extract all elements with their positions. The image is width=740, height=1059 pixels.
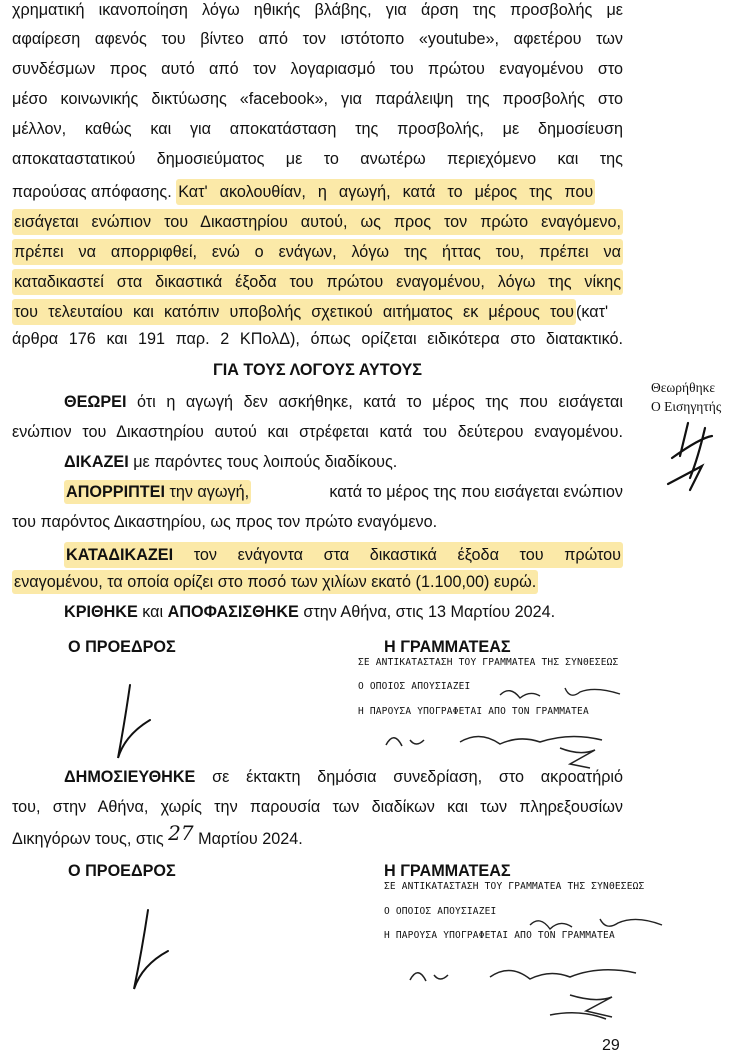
body-line: του παρόντος Δικαστηρίου, ως προς τον πρώτο εναγόμενο. xyxy=(12,513,438,531)
body-text: (κατ' xyxy=(576,303,609,321)
body-line: αφαίρεση αφενός του βίντεο από τον ιστότοπο «youtube», αφετέρου των xyxy=(12,30,623,48)
body-text: Δικηγόρων τους, στις xyxy=(12,830,164,848)
body-line: μέλλον, καθώς και για αποκατάσταση της προσβολής, με δημοσίευση xyxy=(12,120,623,138)
body-line xyxy=(12,209,623,235)
secretary-signature-icon xyxy=(400,885,700,1025)
body-line: συνδέσμων προς αυτό από τον λογαριασμό του πρώτου εναγομένου στο xyxy=(12,60,623,78)
president-label: Ο ΠΡΟΕΔΡΟΣ xyxy=(68,638,176,656)
decision-verb: ΔΙΚΑΖΕΙ xyxy=(64,453,129,471)
body-text: στην Αθήνα, στις 13 Μαρτίου 2024. xyxy=(303,603,556,621)
decision-verb: ΑΠΟΦΑΣΙΣΘΗΚΕ xyxy=(167,603,299,621)
body-line xyxy=(12,269,623,295)
president-signature-icon xyxy=(100,680,160,765)
highlighted-text: την αγωγή, xyxy=(169,483,250,501)
highlighted-text: Κατ' ακολουθίαν, η αγωγή, κατά το μέρος της που xyxy=(176,179,595,205)
stamp-line: Ο ΟΠΟΙΟΣ ΑΠΟΥΣΙΑΖΕΙ xyxy=(358,681,471,692)
decision-verb: ΔΗΜΟΣΙΕΥΘΗΚΕ xyxy=(64,768,196,786)
decision-kritike xyxy=(12,602,675,622)
highlighted-text: του τελευταίου και κατόπιν υποβολής σχετικού αιτήματος εκ μέρους του xyxy=(12,299,576,325)
highlighted-text: πρέπει να απορριφθεί, ενώ ο ενάγων, λόγω της ήττας του, πρέπει να xyxy=(12,239,623,265)
president-label: Ο ΠΡΟΕΔΡΟΣ xyxy=(68,862,176,880)
stamp-line: Η ΠΑΡΟΥΣΑ ΥΠΟΓΡΑΦΕΤΑΙ ΑΠΟ ΤΟΝ ΓΡΑΜΜΑΤΕΑ xyxy=(384,930,615,941)
body-line xyxy=(12,821,623,849)
decision-theorei xyxy=(12,392,623,412)
body-line: αποκαταστατικού δημοσιεύματος με το ανωτέρω περιεχόμενο και της xyxy=(12,150,623,168)
secretary-label: Η ΓΡΑΜΜΑΤΕΑΣ xyxy=(384,638,511,656)
body-line xyxy=(12,239,623,265)
section-heading: ΓΙΑ ΤΟΥΣ ΛΟΓΟΥΣ ΑΥΤΟΥΣ xyxy=(212,361,423,379)
highlighted-text: εισάγεται ενώπιον του Δικαστηρίου αυτού, ως προς τον πρώτο εναγόμενο, xyxy=(12,209,623,235)
handwritten-day: 27 xyxy=(168,821,194,845)
body-line: του, στην Αθήνα, χωρίς την παρουσία των διαδίκων και των πληρεξουσίων xyxy=(12,798,623,816)
decision-verb: ΚΑΤΑΔΙΚΑΖΕΙ xyxy=(66,546,174,564)
highlighted-text: τον ενάγοντα στα δικαστικά έξοδα του πρώτου xyxy=(193,546,622,564)
body-line: ενώπιον του Δικαστηρίου αυτού και στρέφεται κατά του δεύτερου εναγομένου. xyxy=(12,423,623,441)
stamp-line: ΣΕ ΑΝΤΙΚΑΤΑΣΤΑΣΗ ΤΟΥ ΓΡΑΜΜΑΤΕΑ ΤΗΣ ΣΥΝΘΕΣΕΩΣ xyxy=(384,881,645,892)
decision-verb: ΘΕΩΡΕΙ xyxy=(64,393,127,411)
stamp-line: ΣΕ ΑΝΤΙΚΑΤΑΣΤΑΣΗ ΤΟΥ ΓΡΑΜΜΑΤΕΑ ΤΗΣ ΣΥΝΘΕΣΕΩΣ xyxy=(358,657,619,668)
body-line xyxy=(12,179,623,205)
body-text: σε έκτακτη δημόσια συνεδρίαση, στο ακροατήριό xyxy=(212,768,624,786)
body-text: κατά το μέρος της που εισάγεται ενώπιον xyxy=(329,483,623,501)
decision-verb: ΑΠΟΡΡΙΠΤΕΙ xyxy=(66,483,165,501)
decision-verb: ΚΡΙΘΗΚΕ xyxy=(64,603,138,621)
decision-katadikazei xyxy=(12,542,623,568)
body-text: και xyxy=(142,603,164,621)
sidenote-line: Ο Εισηγητής xyxy=(651,399,722,414)
body-text: Μαρτίου 2024. xyxy=(198,830,303,848)
secretary-label: Η ΓΡΑΜΜΑΤΕΑΣ xyxy=(384,862,511,880)
body-line: μέσο κοινωνικής δικτύωσης «facebook», για παράλειψη της προσβολής στο xyxy=(12,90,623,108)
body-line: χρηματική ικανοποίηση λόγω ηθικής βλάβης, για άρση της προσβολής με xyxy=(12,1,623,19)
secretary-signature-icon xyxy=(380,660,640,770)
sidenote-line: Θεωρήθηκε xyxy=(651,380,716,395)
body-text: ότι η αγωγή δεν ασκήθηκε, κατά το μέρος της που εισάγεται xyxy=(137,393,624,411)
decision-dikazei xyxy=(12,452,675,472)
highlighted-text: καταδικαστεί στα δικαστικά έξοδα του πρώτου εναγομένου, λόγω της νίκης xyxy=(12,269,623,295)
page-number: 29 xyxy=(602,1037,620,1054)
stamp-line: Ο ΟΠΟΙΟΣ ΑΠΟΥΣΙΑΖΕΙ xyxy=(384,906,497,917)
body-line: άρθρα 176 και 191 παρ. 2 ΚΠολΔ), όπως ορίζεται ειδικότερα στο διατακτικό. xyxy=(12,330,623,348)
decision-aporriptei xyxy=(12,482,623,502)
publication-line xyxy=(12,767,623,787)
body-text: με παρόντες τους λοιπούς διαδίκους. xyxy=(133,453,398,471)
body-line xyxy=(12,572,623,592)
stamp-line: Η ΠΑΡΟΥΣΑ ΥΠΟΓΡΑΦΕΤΑΙ ΑΠΟ ΤΟΝ ΓΡΑΜΜΑΤΕΑ xyxy=(358,706,589,717)
president-signature-icon xyxy=(118,905,178,995)
body-text: παρούσας απόφασης. xyxy=(12,183,172,201)
body-line xyxy=(12,299,623,325)
highlighted-text: εναγομένου, τα οποία ορίζει στο ποσό των χιλίων εκατό (1.100,00) ευρώ. xyxy=(12,570,538,594)
